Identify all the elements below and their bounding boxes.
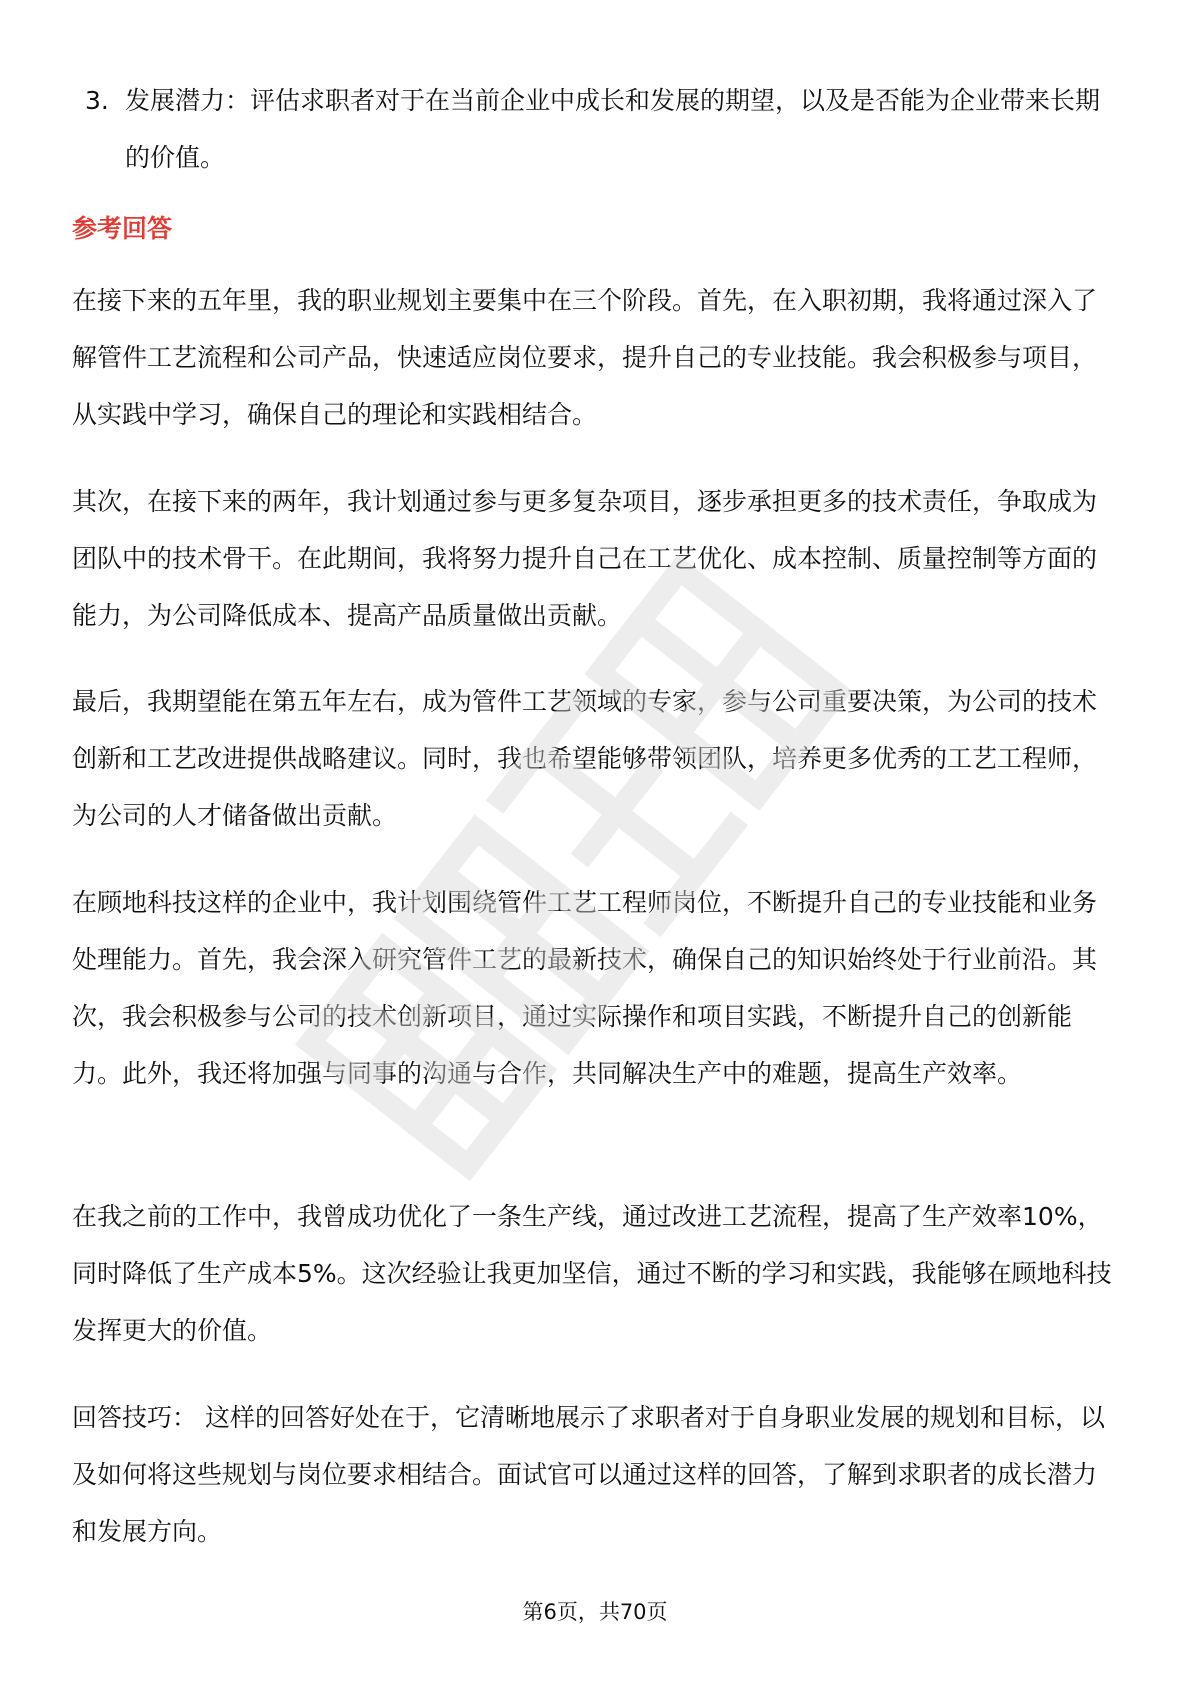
page-footer: 第6页，共70页 [522,1600,668,1624]
answer-paragraph: 其次，在接下来的两年，我计划通过参与更多复杂项目，逐步承担更多的技术责任，争取成为团队中的技术骨干。在此期间，我将努力提升自己在工艺优化、成本控制、质量控制等方面的能力，为公司降低成本、提高产品质量做出贡献。 [72,487,1098,630]
answer-paragraph: 最后，我期望能在第五年左右，成为管件工艺领域的专家，参与公司重要决策，为公司的技术创新和工艺改进提供战略建议。同时，我也希望能够带领团队，培养更多优秀的工艺工程师，为公司的人才储备做出贡献。 [72,687,1098,830]
answer-paragraph: 在接下来的五年里，我的职业规划主要集中在三个阶段。首先，在入职初期，我将通过深入了解管件工艺流程和公司产品，快速适应岗位要求，提升自己的专业技能。我会积极参与项目，从实践中学习，确保自己的理论和实践相结合。 [72,286,1098,429]
answer-paragraph: 在顾地科技这样的企业中，我计划围绕管件工艺工程师岗位，不断提升自己的专业技能和业务处理能力。首先，我会深入研究管件工艺的最新技术，确保自己的知识始终处于行业前沿。其次，我会积极参与公司的技术创新项目，通过实际操作和项目实践，不断提升自己的创新能力。此外，我还将加强与同事的沟通与合作，共同解决生产中的难题，提高生产效率。 [72,888,1098,1088]
answer-paragraph: 在我之前的工作中，我曾成功优化了一条生产线，通过改进工艺流程，提高了生产效率10%，同时降低了生产成本5%。这次经验让我更加坚信，通过不断的学习和实践，我能够在顾地科技发挥更大的价值。 [72,1202,1112,1345]
list-item-number: 3. [85,86,109,115]
criteria-list-item [72,72,1118,186]
list-item-text: 发展潜力：评估求职者对于在当前企业中成长和发展的期望，以及是否能为企业带来长期的价值。 [125,86,1101,172]
answer-tips-paragraph: 回答技巧： 这样的回答好处在于，它清晰地展示了求职者对于自身职业发展的规划和目标，以及如何将这些规划与岗位要求相结合。面试官可以通过这样的回答，了解到求职者的成长潜力和发展方向。 [72,1403,1105,1546]
document-page [72,0,1118,1684]
reference-answer-heading: 参考回答 [72,214,173,243]
